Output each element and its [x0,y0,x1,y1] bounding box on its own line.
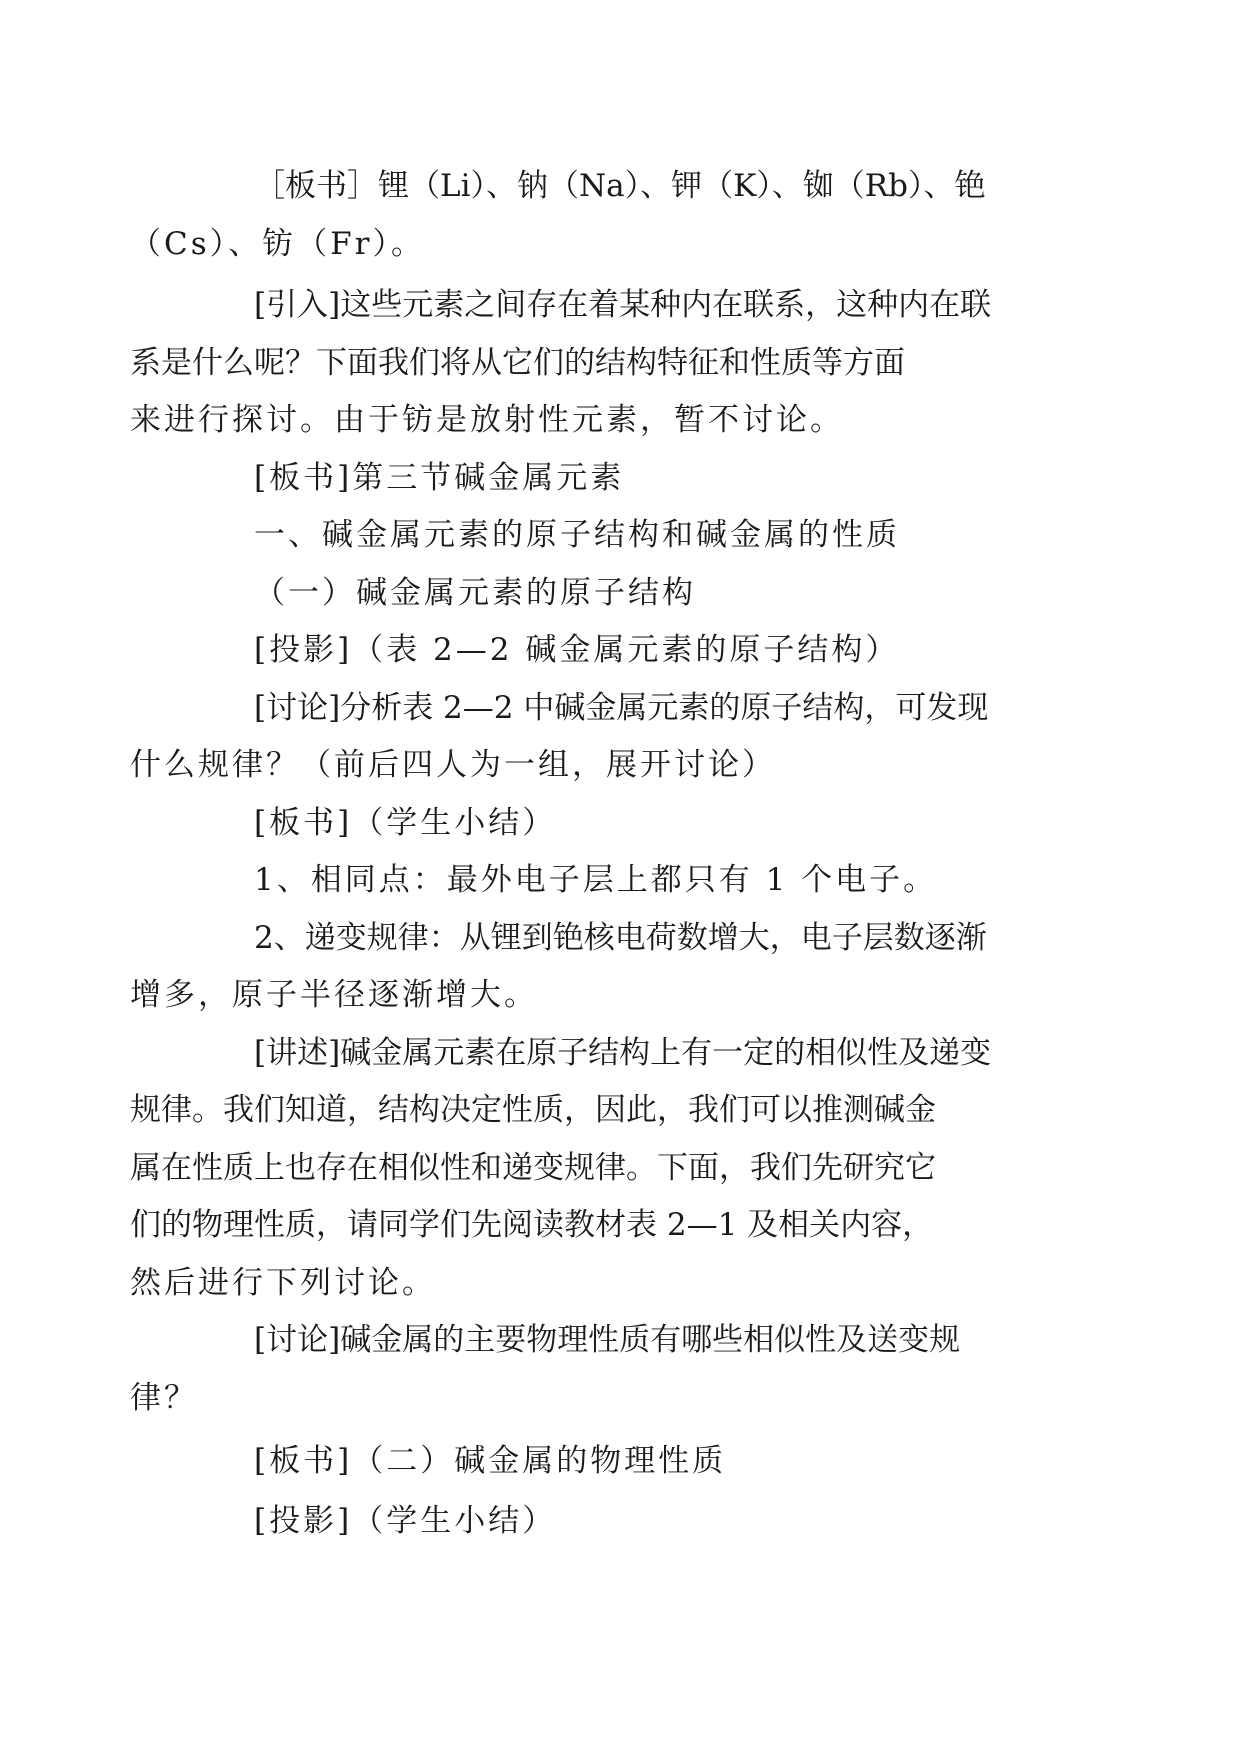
text-line: [投影]（学生小结） [254,1502,557,1539]
text-line: 来进行探讨。由于钫是放射性元素，暂不讨论。 [130,402,844,438]
paragraph [130,1312,1054,1427]
paragraph [192,1433,1054,1491]
text-line: （Cs）、钫（Fr）。 [130,225,425,262]
text-line: 规律。我们知道，结构决定性质，因此，我们可以推测碱金 [130,1092,936,1128]
paragraph [130,277,1054,450]
text-line: [板书]（二）碱金属的物理性质 [254,1443,727,1479]
paragraph [130,680,1054,795]
paragraph [192,507,1054,565]
document-page [130,158,1054,1550]
paragraph [192,1493,1054,1551]
paragraph [130,1025,1054,1313]
text-line: 系是什么呢？下面我们将从它们的结构特征和性质等方面 [130,344,905,381]
text-line: [讲述]碱金属元素在原子结构上有一定的相似性及递变 [254,1034,992,1071]
text-line: [讨论]碱金属的主要物理性质有哪些相似性及送变规 [254,1322,961,1358]
text-line: 增多，原子半径逐渐增大。 [130,977,538,1013]
text-line: 律？ [130,1379,198,1416]
text-line: 1、相同点：最外电子层上都只有 1 个电子。 [254,862,938,898]
text-line: [板书]第三节碱金属元素 [254,459,625,496]
text-line: ［板书］锂（Li）、钠（Na）、钾（K）、铷（Rb）、铯 [254,168,986,204]
text-line: 属在性质上也存在相似性和递变规律。下面，我们先研究它 [130,1149,936,1186]
text-line: [引入]这些元素之间存在着某种内在联系，这种内在联 [254,287,992,323]
text-line: 2、递变规律：从锂到铯核电荷数增大，电子层数逐渐 [254,919,987,956]
text-line: 一、碱金属元素的原子结构和碱金属的性质 [254,517,900,553]
paragraph [192,852,1054,910]
paragraph [130,158,1054,273]
paragraph [192,622,1054,680]
text-line: 然后进行下列讨论。 [130,1264,436,1301]
text-line: 们的物理性质，请同学们先阅读教材表 2—1 及相关内容， [130,1207,934,1243]
text-line: 什么规律？（前后四人为一组，展开讨论） [130,747,776,783]
text-line: [投影]（表 2—2 碱金属元素的原子结构） [254,632,900,668]
paragraph [192,565,1054,623]
paragraph [192,450,1054,508]
text-line: （一）碱金属元素的原子结构 [254,574,696,611]
document-body [130,158,1054,1550]
paragraph [192,795,1054,853]
text-line: [板书]（学生小结） [254,804,557,841]
text-line: [讨论]分析表 2—2 中碱金属元素的原子结构，可发现 [254,689,989,726]
paragraph [130,910,1054,1025]
